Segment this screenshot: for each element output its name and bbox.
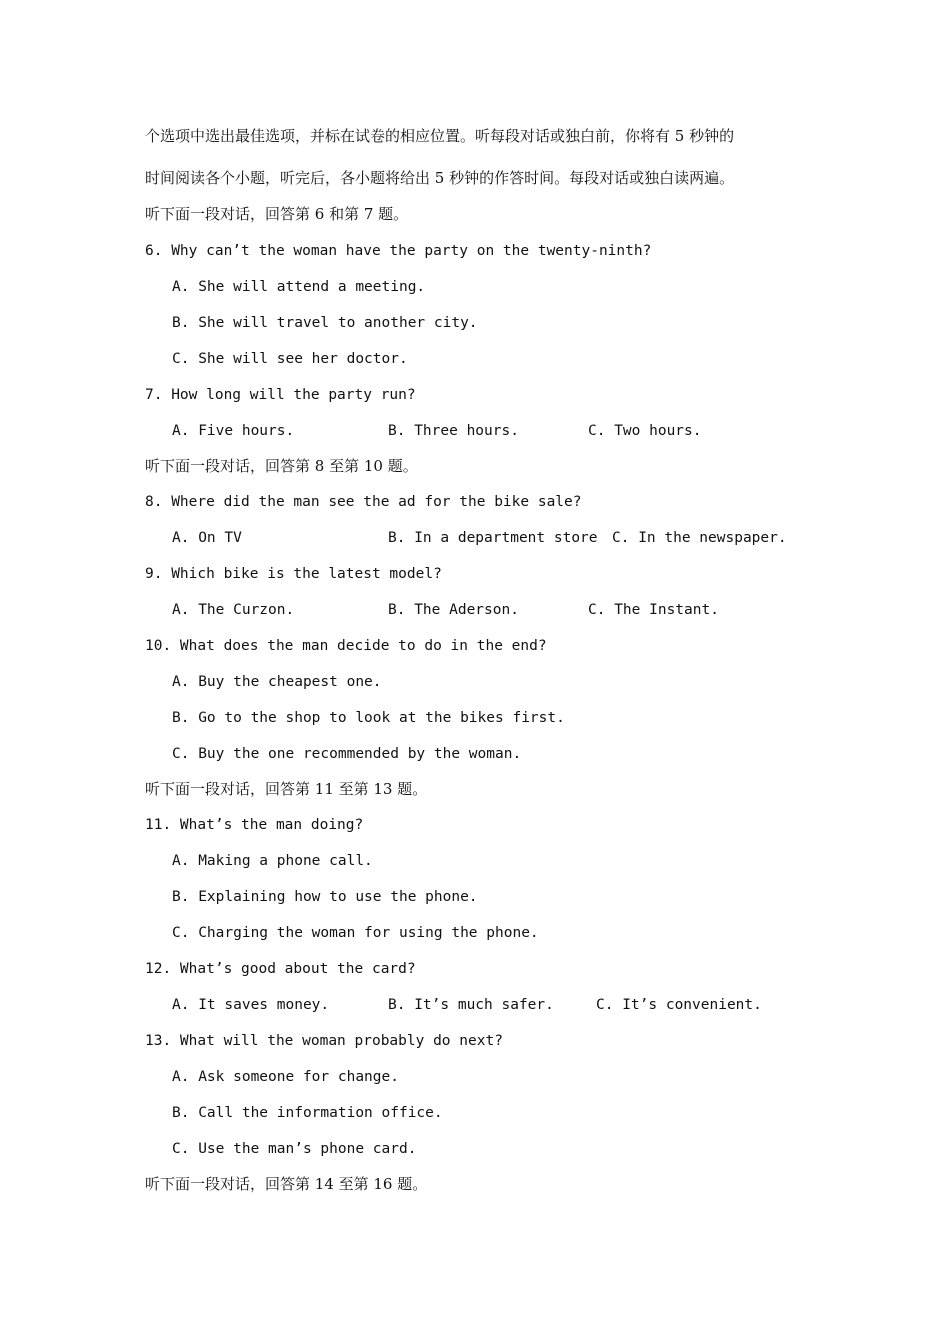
- question-6-option-c: C. She will see her doctor.: [172, 351, 408, 367]
- question-7-option-c: C. Two hours.: [588, 423, 702, 439]
- question-13-option-b: B. Call the information office.: [172, 1105, 443, 1121]
- question-12-option-b: B. It’s much safer.: [388, 997, 554, 1013]
- question-10-option-c: C. Buy the one recommended by the woman.: [172, 746, 522, 762]
- question-9-option-c: C. The Instant.: [588, 602, 719, 618]
- question-11-option-b: B. Explaining how to use the phone.: [172, 889, 478, 905]
- question-7: 7. How long will the party run?: [145, 387, 416, 403]
- question-7-option-a: A. Five hours.: [172, 423, 295, 439]
- question-6: 6. Why can’t the woman have the party on the twenty-ninth?: [145, 243, 652, 259]
- question-12: 12. What’s good about the card?: [145, 961, 416, 977]
- question-12-option-a: A. It saves money.: [172, 997, 330, 1013]
- question-8-option-c: C. In the newspaper.: [612, 530, 787, 546]
- question-10-option-b: B. Go to the shop to look at the bikes first.: [172, 710, 565, 726]
- question-9-option-a: A. The Curzon.: [172, 602, 295, 618]
- question-11-option-c: C. Charging the woman for using the phone.: [172, 925, 539, 941]
- question-11: 11. What’s the man doing?: [145, 817, 364, 833]
- instructions-line-2: 时间阅读各个小题，听完后，各小题将给出 5 秒钟的作答时间。每段对话或独白读两遍。: [145, 169, 735, 187]
- question-12-option-c: C. It’s convenient.: [596, 997, 762, 1013]
- question-11-option-a: A. Making a phone call.: [172, 853, 373, 869]
- question-8-option-b: B. In a department store: [388, 530, 598, 546]
- question-10: 10. What does the man decide to do in the end?: [145, 638, 547, 654]
- instructions-line-1: 个选项中选出最佳选项，并标在试卷的相应位置。听每段对话或独白前，你将有 5 秒钟的: [145, 127, 735, 145]
- question-13-option-c: C. Use the man’s phone card.: [172, 1141, 417, 1157]
- section-heading-11-13: 听下面一段对话，回答第 11 至第 13 题。: [145, 780, 428, 798]
- question-8: 8. Where did the man see the ad for the bike sale?: [145, 494, 582, 510]
- section-heading-8-10: 听下面一段对话，回答第 8 至第 10 题。: [145, 457, 418, 475]
- question-6-option-b: B. She will travel to another city.: [172, 315, 478, 331]
- question-7-option-b: B. Three hours.: [388, 423, 519, 439]
- section-heading-6-7: 听下面一段对话，回答第 6 和第 7 题。: [145, 205, 409, 223]
- question-10-option-a: A. Buy the cheapest one.: [172, 674, 382, 690]
- question-6-option-a: A. She will attend a meeting.: [172, 279, 426, 295]
- question-9: 9. Which bike is the latest model?: [145, 566, 442, 582]
- question-13: 13. What will the woman probably do next?: [145, 1033, 503, 1049]
- section-heading-14-16: 听下面一段对话，回答第 14 至第 16 题。: [145, 1175, 428, 1193]
- question-13-option-a: A. Ask someone for change.: [172, 1069, 399, 1085]
- question-9-option-b: B. The Aderson.: [388, 602, 519, 618]
- question-8-option-a: A. On TV: [172, 530, 242, 546]
